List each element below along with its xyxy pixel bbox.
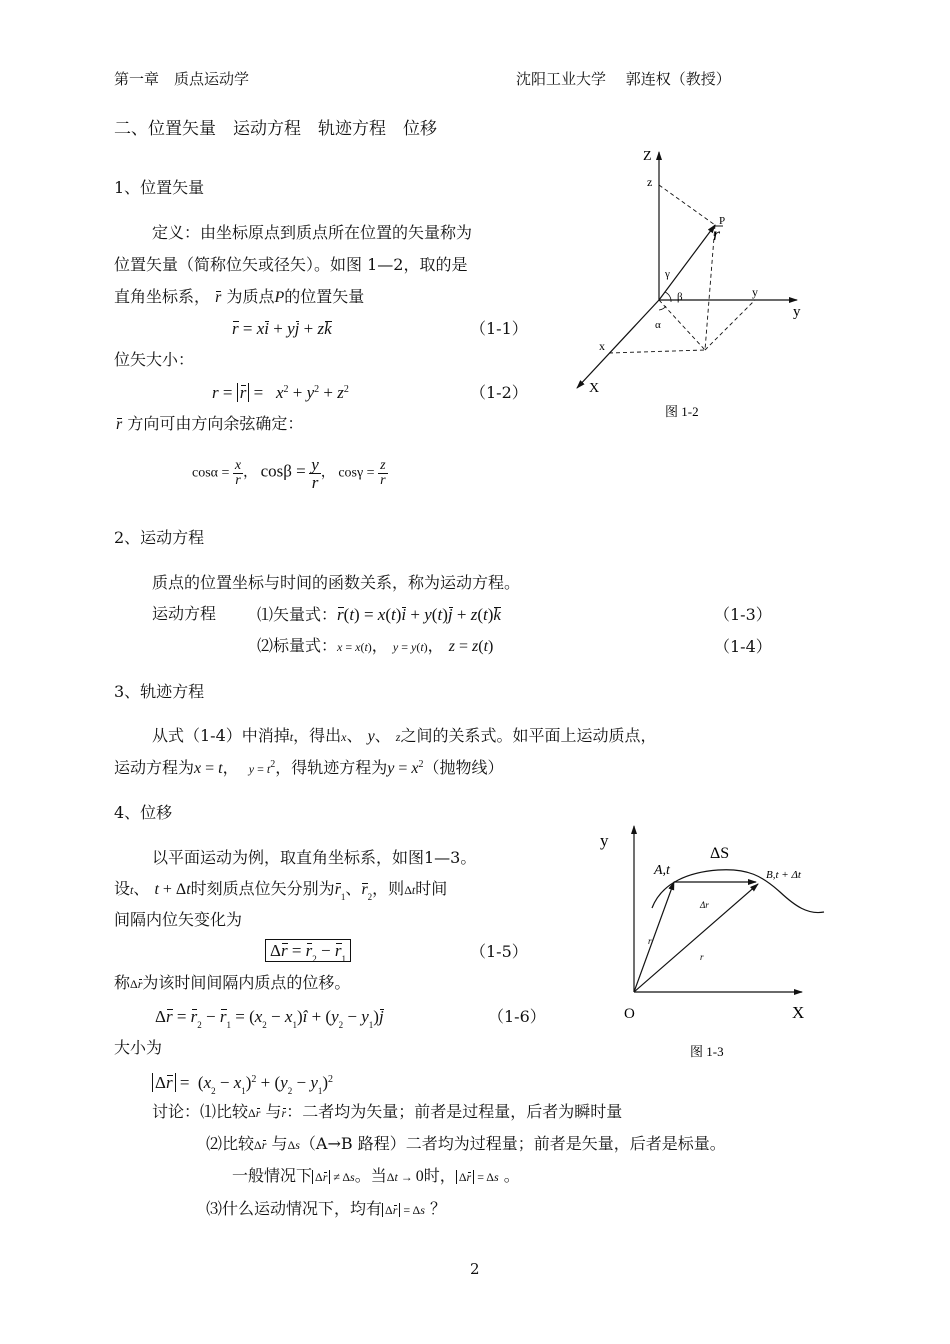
header-author: 沈阳工业大学 郭连权（教授） <box>516 70 731 88</box>
s3-line2-c: （抛物线） <box>423 758 504 777</box>
s2-scalar-form-label: ⑵标量式： <box>257 636 338 655</box>
fig13-label-At: A,t <box>654 863 670 878</box>
fig12-label-X: X <box>589 381 600 396</box>
r1-vector <box>634 882 674 992</box>
s4-line2-c: ，则 <box>372 879 405 898</box>
s4-line3: 间隔内位矢变化为 <box>114 910 243 929</box>
fig12-caption: 图 1-2 <box>665 404 699 419</box>
fig13-label-O: O <box>624 1006 635 1022</box>
discussion-2-b: 与 <box>271 1134 288 1153</box>
fig13-label-dr: Δr <box>700 900 709 910</box>
s4-magnitude-label: 大小为 <box>114 1038 163 1057</box>
s4-line2-d: 时间 <box>415 879 448 898</box>
s2-vector-form: ⑴矢量式：r(t) = x(t)i + y(t)j + z(t)k <box>257 605 501 624</box>
figure-1-2 <box>565 140 815 430</box>
s1-def3-a: 直角坐标系， <box>114 287 211 306</box>
s4-line2: 设t、 t + Δt时刻质点位矢分别为$r_1$、$r_2$，则Δt时间 <box>114 879 448 902</box>
s2-heading: 2、运动方程 <box>114 528 205 547</box>
s4-line4-a: 称 <box>114 973 131 992</box>
discussion-3-b: 。当 <box>354 1166 387 1185</box>
equation-1-3-number: （1-3） <box>714 605 772 624</box>
fig12-label-Y: y <box>793 304 801 320</box>
s4-line4-b: 为该时间间隔内质点的位移。 <box>142 973 351 992</box>
equation-1-1-number: （1-1） <box>470 319 528 338</box>
s3-line1-a: 从式（1-4）中消掉 <box>152 726 290 745</box>
fig13-label-y: y <box>600 831 609 850</box>
s2-definition: 质点的位置坐标与时间的函数关系，称为运动方程。 <box>152 573 521 592</box>
x-axis <box>577 300 659 388</box>
s2-label: 运动方程 <box>152 604 217 623</box>
s3-line2-a: 运动方程为 <box>114 758 195 777</box>
s4-line2-b: 时刻质点位矢分别为 <box>190 879 335 898</box>
discussion-1-a: 讨论：⑴比较 <box>152 1102 249 1121</box>
fig12-label-alpha: α <box>655 319 661 331</box>
r-vector-symbol: r <box>215 289 222 306</box>
fig13-caption: 图 1-3 <box>690 1044 724 1059</box>
s3-line1-c: 之间的关系式。如平面上运动质点， <box>400 726 657 745</box>
position-vector-arrow <box>659 225 715 300</box>
equation-1-4-number: （1-4） <box>714 637 772 656</box>
discussion-3: 一般情况下 Δr ≠ Δs。当Δt → 0时， Δr = Δs 。 <box>232 1166 520 1185</box>
s4-line2-a: 设 <box>114 879 131 898</box>
s4-line1: 以平面运动为例，取直角坐标系，如图1—3。 <box>152 848 477 867</box>
equation-1-2: $r = r = x^2 + y^2 + z^2$ <box>212 383 349 402</box>
r2-vector <box>634 884 758 992</box>
angle-arc <box>659 292 671 310</box>
equation-1-1: r = xi + yj + zk <box>232 319 332 338</box>
s1-magnitude-label: 位矢大小： <box>114 350 195 369</box>
s2-scalar-form: ⑵标量式：x = x(t)， y = y(t)， z = z(t) <box>257 636 494 655</box>
fig12-label-z: z <box>647 175 653 189</box>
section-title: 二、位置矢量 运动方程 轨迹方程 位移 <box>114 119 437 139</box>
fig13-label-r2: r <box>700 952 704 962</box>
fig12-label-beta: β <box>677 291 683 303</box>
equation-1-6: $\Delta r = r_2 - r_1 = (x_2$ − $x_1)î + (y_2 - y_1)j$ <box>155 1007 384 1030</box>
s3-line2-b: ，得轨迹方程为 <box>275 758 388 777</box>
discussion-1-b: 与 <box>265 1102 282 1121</box>
fig12-label-y-small: y <box>752 285 758 299</box>
figure-1-3 <box>590 820 835 1065</box>
fig12-label-Z: Z <box>643 149 652 164</box>
fig12-label-r: r <box>713 224 721 244</box>
s3-line2: 运动方程为x = t， $y = t^2$，得轨迹方程为$y = x^2$（抛物线） <box>114 758 504 777</box>
fig13-label-X: X <box>792 1003 805 1022</box>
equation-1-6-number: （1-6） <box>488 1007 546 1026</box>
fig13-label-Bt: B,t + Δt <box>766 869 801 881</box>
fig12-label-P: P <box>719 215 726 227</box>
s4-heading: 4、位移 <box>114 803 173 822</box>
discussion-3-c: 时， <box>423 1166 456 1185</box>
equation-1-5: $\Delta r = r_2 - r_1$ <box>265 942 351 959</box>
equation-1-5-number: （1-5） <box>470 942 528 961</box>
s3-line1-b: ，得出 <box>293 726 342 745</box>
s1-def3-b: 为质点 <box>226 287 275 306</box>
discussion-2-c: （A→B 路程）二者均为过程量；前者是矢量，后者是标量。 <box>299 1134 726 1153</box>
equation-1-2-number: （1-2） <box>470 383 528 402</box>
fig12-label-gamma: γ <box>665 268 670 280</box>
s1-definition-line1: 定义：由坐标原点到质点所在位置的矢量称为 <box>152 223 473 242</box>
discussion-1: 讨论：⑴比较Δr 与r：二者均为矢量；前者是过程量，后者为瞬时量 <box>152 1102 623 1121</box>
equation-magnitude: $\Delta r = (x_2 - x_1)^2 + (y_2 - y_1)^2$ <box>152 1074 333 1091</box>
point-p-symbol: P <box>274 289 285 306</box>
s1-direction-label: 方向可由方向余弦确定： <box>127 414 304 433</box>
s1-def3-c: 的位置矢量 <box>284 287 365 306</box>
fig12-label-x-small: x <box>599 339 605 353</box>
s3-line1: 从式（1-4）中消掉t，得出x、 y、 z之间的关系式。如平面上运动质点， <box>152 726 657 745</box>
fig13-label-dS: ΔS <box>710 845 730 862</box>
discussion-4: ⑶什么运动情况下，均有 Δr = Δs ？ <box>206 1199 446 1218</box>
discussion-3-a: 一般情况下 <box>232 1166 313 1185</box>
discussion-1-c: ：二者均为矢量；前者是过程量，后者为瞬时量 <box>286 1102 623 1121</box>
direction-cosines: cosα = $\frac{x}{r}$ ， cosβ = $\frac{y}{r}$ ， cosγ = $\frac{z}{r}$ <box>192 455 386 492</box>
s4-line4: 称Δr为该时间间隔内质点的位移。 <box>114 973 351 992</box>
s1-heading: 1、位置矢量 <box>114 178 205 197</box>
discussion-2: ⑵比较Δr 与Δs（A→B 路程）二者均为过程量；前者是矢量，后者是标量。 <box>206 1134 726 1153</box>
s3-heading: 3、轨迹方程 <box>114 682 205 701</box>
s2-vector-form-label: ⑴矢量式： <box>257 605 338 624</box>
discussion-4-text: ⑶什么运动情况下，均有 <box>206 1199 383 1218</box>
page-number: 2 <box>470 1260 480 1278</box>
header-chapter: 第一章 质点运动学 <box>114 70 250 88</box>
s1-definition-line3 <box>114 289 364 306</box>
fig13-label-r1: r <box>648 936 652 946</box>
s1-definition-line2: 位置矢量（简称位矢或径矢）。如图 1—2，取的是 <box>114 255 468 274</box>
discussion-2-a: ⑵比较 <box>206 1134 255 1153</box>
s1-direction-text: r 方向可由方向余弦确定： <box>116 414 304 433</box>
